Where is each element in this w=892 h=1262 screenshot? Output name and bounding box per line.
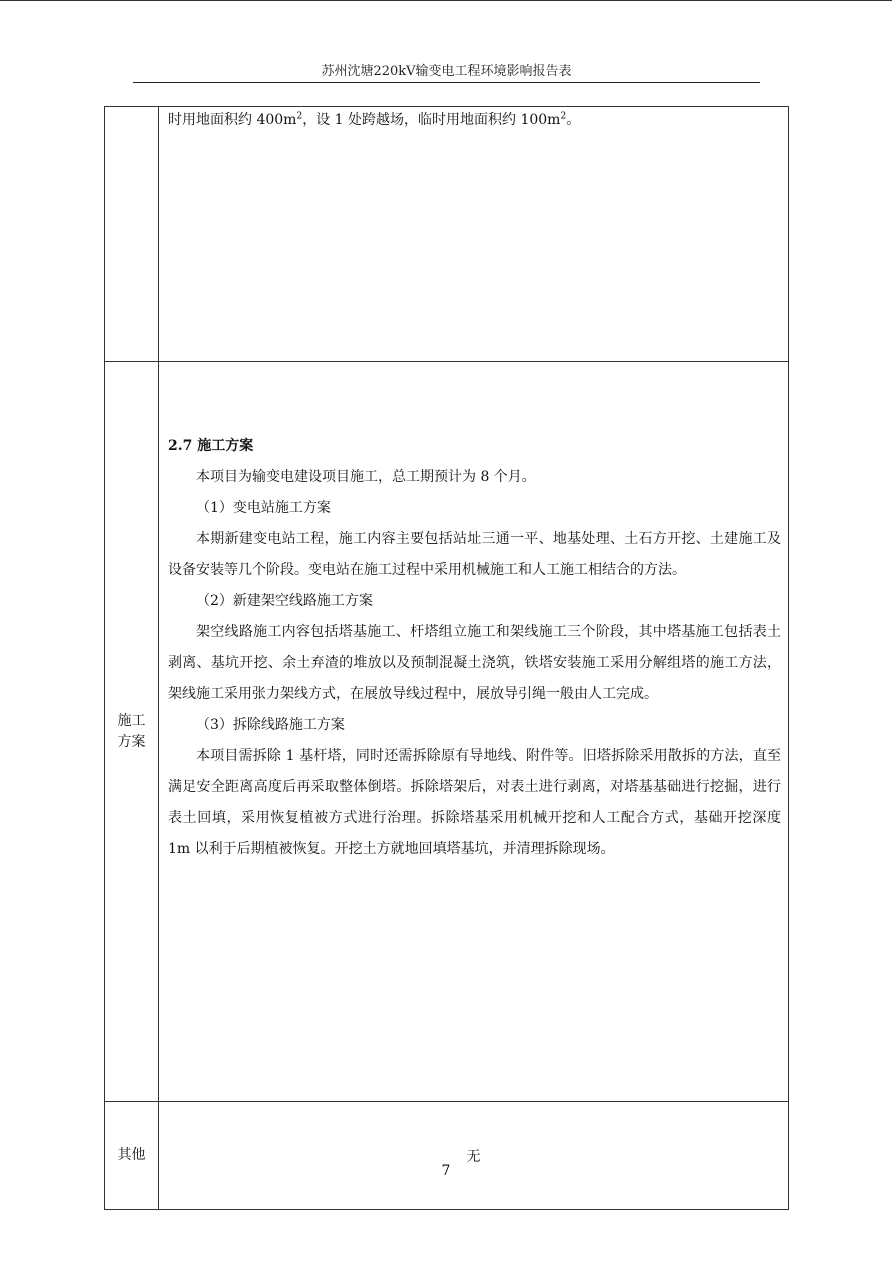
- area-unit-superscript: 2: [296, 111, 303, 122]
- subheading-demolition: （3）拆除线路施工方案: [196, 717, 345, 733]
- other-row: [105, 1102, 789, 1210]
- other-label: 其他: [117, 1147, 146, 1163]
- construction-plan-label-line1: 施工: [117, 712, 146, 729]
- land-use-row: [105, 107, 789, 362]
- construction-plan-row: [105, 362, 789, 1102]
- subheading-substation: （1）变电站施工方案: [196, 500, 331, 516]
- land-use-text-before: 时用地面积约 400m: [168, 112, 297, 128]
- paragraph-duration: 本项目为输变电建设项目施工，总工期预计为 8 个月。: [196, 469, 536, 485]
- land-use-text: [168, 107, 781, 133]
- other-value: 无: [159, 1102, 789, 1210]
- other-label-cell: [105, 1102, 159, 1210]
- land-use-label-cell: [105, 107, 159, 362]
- header-rule: [133, 82, 760, 83]
- page-top-border: [0, 0, 892, 1]
- construction-plan-label-cell: [105, 362, 159, 1102]
- paragraph-substation: 本期新建变电站工程，施工内容主要包括站址三通一平、地基处理、土石方开挖、土建施工及设备安装等几个阶段。变电站在施工过程中采用机械施工和人工施工相结合的方法。: [168, 531, 781, 578]
- area-unit-superscript: 2: [560, 111, 567, 122]
- page-number: 7: [441, 1163, 451, 1179]
- subheading-overhead-line: （2）新建架空线路施工方案: [196, 593, 373, 609]
- report-header-title: 苏州沈塘220kV输变电工程环境影响报告表: [321, 64, 572, 79]
- land-use-text-middle: ，设 1 处跨越场，临时用地面积约 100m: [302, 112, 561, 128]
- section-heading: 2.7 施工方案: [168, 438, 254, 454]
- construction-plan-content-cell: [159, 362, 789, 1102]
- land-use-content-cell: [159, 107, 789, 362]
- paragraph-overhead-line: 架空线路施工内容包括塔基施工、杆塔组立施工和架线施工三个阶段，其中塔基施工包括表土剥离、基坑开挖、余土弃渣的堆放以及预制混凝土浇筑，铁塔安装施工采用分解组塔的施工方法，架线施工采用张力架线方式，在展放导线过程中，展放导引绳一般由人工完成。: [168, 624, 781, 702]
- construction-plan-label-line2: 方案: [117, 733, 146, 750]
- paragraph-demolition: 本项目需拆除 1 基杆塔，同时还需拆除原有导地线、附件等。旧塔拆除采用散拆的方法，直至满足安全距离高度后再采取整体倒塔。拆除塔架后，对表土进行剥离，对塔基基础进行挖掘，进行表土回填，采用恢复植被方式进行治理。拆除塔基采用机械开挖和人工配合方式，基础开挖深度 1m 以利于后期植被恢复。开挖土方就地回填塔基坑，并清理拆除现场。: [168, 748, 781, 857]
- land-use-text-after: 。: [566, 112, 581, 128]
- report-form-table: [104, 106, 789, 1210]
